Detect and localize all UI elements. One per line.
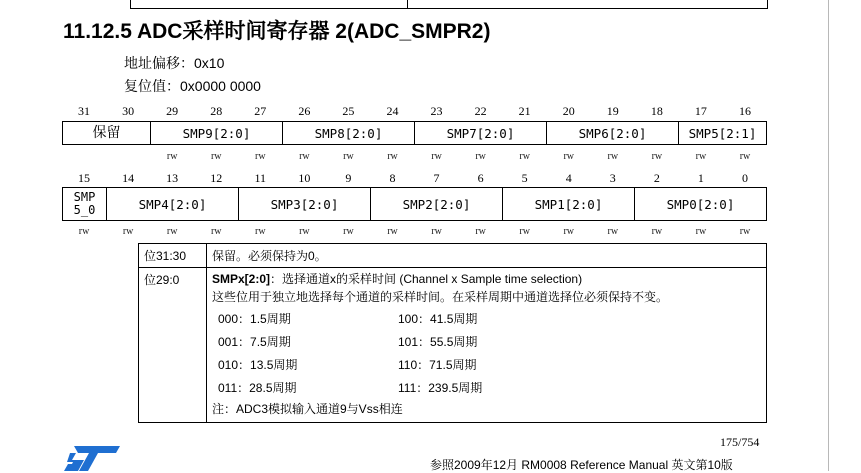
access-type: rw: [475, 151, 486, 162]
lower-access-row: [62, 226, 767, 237]
access-type: rw: [519, 151, 530, 162]
access-type: rw: [607, 226, 619, 237]
st-logo-icon: [64, 446, 120, 471]
access-type: rw: [387, 151, 398, 162]
field-smp5-low: SMP 5_0: [63, 188, 107, 220]
access-type: rw: [563, 226, 574, 237]
bit-number: 12: [210, 171, 223, 185]
access-type: rw: [343, 226, 354, 237]
field-reserved: 保留: [63, 122, 151, 144]
access-type: rw: [255, 226, 266, 237]
access-type: rw: [299, 226, 310, 237]
field-smp6: SMP6[2:0]: [547, 122, 679, 144]
desc-title-bold: SMPx[2:0]: [212, 272, 271, 286]
previous-table-edge: [130, 0, 768, 9]
option-row: [212, 353, 761, 376]
field-smp5-high: SMP5[2:1]: [688, 125, 757, 141]
bit-number: 20: [562, 104, 575, 118]
bit-number: 19: [606, 104, 619, 118]
page-edge-rule: [828, 0, 829, 471]
access-type: rw: [651, 151, 663, 162]
field-smp9: SMP9[2:0]: [151, 122, 283, 144]
bit-number: 28: [210, 104, 223, 118]
field-smp3: SMP3[2:0]: [239, 188, 371, 220]
access-type: rw: [343, 151, 354, 162]
field-smp7: SMP7[2:0]: [415, 122, 547, 144]
bit-number: 2: [653, 171, 660, 185]
upper-bit-numbers: [62, 104, 767, 119]
reset-value: [124, 76, 261, 96]
offset-label: 地址偏移：: [124, 55, 194, 71]
desc-bit-range: 位29:0: [139, 268, 207, 422]
access-type: rw: [739, 226, 751, 237]
upper-register-fields: [62, 121, 767, 145]
option-value: 110：71.5周期: [398, 358, 477, 372]
lower-register-fields: [62, 187, 767, 221]
field-smp8: SMP8[2:0]: [283, 122, 415, 144]
option-row: [212, 307, 761, 330]
desc-note: 注：ADC3模拟输入通道9与Vss相连: [212, 402, 403, 416]
reset-label: 复位值：: [124, 78, 180, 94]
option-row: [212, 330, 761, 353]
footer-reference: 参照2009年12月 RM0008 Reference Manual 英文第10版: [430, 458, 733, 472]
reset-value-text: 0x0000 0000: [180, 78, 261, 94]
access-type: rw: [122, 226, 134, 237]
access-type: rw: [739, 151, 751, 162]
page-number: 175/754: [720, 435, 760, 449]
bit-number: 4: [565, 171, 572, 185]
bit-number: 5: [521, 171, 528, 185]
bit-number: 16: [738, 104, 751, 118]
desc-row-smpx: [139, 267, 766, 422]
access-type: rw: [166, 226, 178, 237]
bit-number: 23: [430, 104, 443, 118]
bit-number: 30: [122, 104, 135, 118]
access-type: rw: [431, 226, 442, 237]
desc-bit-range: 位31:30: [139, 244, 207, 267]
desc-body: [207, 268, 766, 422]
bit-number: 27: [254, 104, 267, 118]
bit-number: 6: [477, 171, 484, 185]
access-type: rw: [519, 226, 530, 237]
desc-title-rest: ：选择通道x的采样时间 (Channel x Sample time selection): [270, 272, 583, 286]
bit-number: 13: [166, 171, 179, 185]
bit-number: 3: [609, 171, 616, 185]
upper-access-row: [62, 151, 767, 162]
option-value: 100：41.5周期: [398, 312, 478, 326]
offset-value: 0x10: [194, 55, 225, 71]
bit-number: 21: [518, 104, 531, 118]
bit-number: 10: [298, 171, 311, 185]
bit-number: 1: [697, 171, 704, 185]
access-type: rw: [607, 151, 619, 162]
desc-line2: 这些位用于独立地选择每个通道的采样时间。在采样周期中通道选择位必须保持不变。: [212, 290, 669, 304]
bit-number: 24: [386, 104, 399, 118]
field-smp2: SMP2[2:0]: [371, 188, 503, 220]
bit-number: 14: [122, 171, 135, 185]
bit-number: 15: [78, 171, 91, 185]
field-smp0: SMP0[2:0]: [666, 196, 735, 212]
bit-number: 31: [78, 104, 91, 118]
option-value: 111：239.5周期: [398, 381, 483, 395]
access-type: rw: [210, 151, 222, 162]
address-offset: [124, 53, 224, 73]
option-row: [212, 376, 761, 399]
access-type: rw: [695, 226, 707, 237]
bit-number: 9: [345, 171, 352, 185]
section-title: 11.12.5 ADC采样时间寄存器 2(ADC_SMPR2): [63, 20, 491, 43]
bit-number: 7: [433, 171, 440, 185]
access-type: rw: [299, 151, 310, 162]
option-value: 011：28.5周期: [218, 381, 297, 395]
bit-number: 29: [166, 104, 179, 118]
option-value: 010：13.5周期: [218, 358, 298, 372]
option-value: 101：55.5周期: [398, 335, 478, 349]
bit-number: 17: [694, 104, 707, 118]
bit-number: 22: [474, 104, 487, 118]
bit-description-table: [138, 243, 767, 423]
access-type: rw: [387, 226, 398, 237]
access-type: rw: [166, 151, 178, 162]
desc-text: 保留。必须保持为0。: [212, 249, 327, 263]
access-type: [62, 151, 106, 162]
access-type: rw: [475, 226, 486, 237]
access-type: rw: [255, 151, 266, 162]
access-type: rw: [651, 226, 663, 237]
desc-row-reserved: [139, 244, 766, 267]
bit-number: 11: [254, 171, 267, 185]
field-smp4: SMP4[2:0]: [107, 188, 239, 220]
access-type: rw: [563, 151, 574, 162]
access-type: rw: [78, 226, 90, 237]
bit-number: 8: [389, 171, 396, 185]
field-smp1: SMP1[2:0]: [503, 188, 635, 220]
access-type: rw: [695, 151, 707, 162]
bit-number: 25: [342, 104, 355, 118]
lower-bit-numbers: [62, 171, 767, 186]
option-value: 001：7.5周期: [218, 335, 291, 349]
access-type: rw: [431, 151, 442, 162]
desc-title: [212, 271, 761, 289]
bit-number: 18: [650, 104, 663, 118]
bit-number: 0: [741, 171, 748, 185]
option-value: 000：1.5周期: [218, 312, 291, 326]
bit-number: 26: [298, 104, 311, 118]
access-type: rw: [210, 226, 222, 237]
access-type: [106, 151, 150, 162]
